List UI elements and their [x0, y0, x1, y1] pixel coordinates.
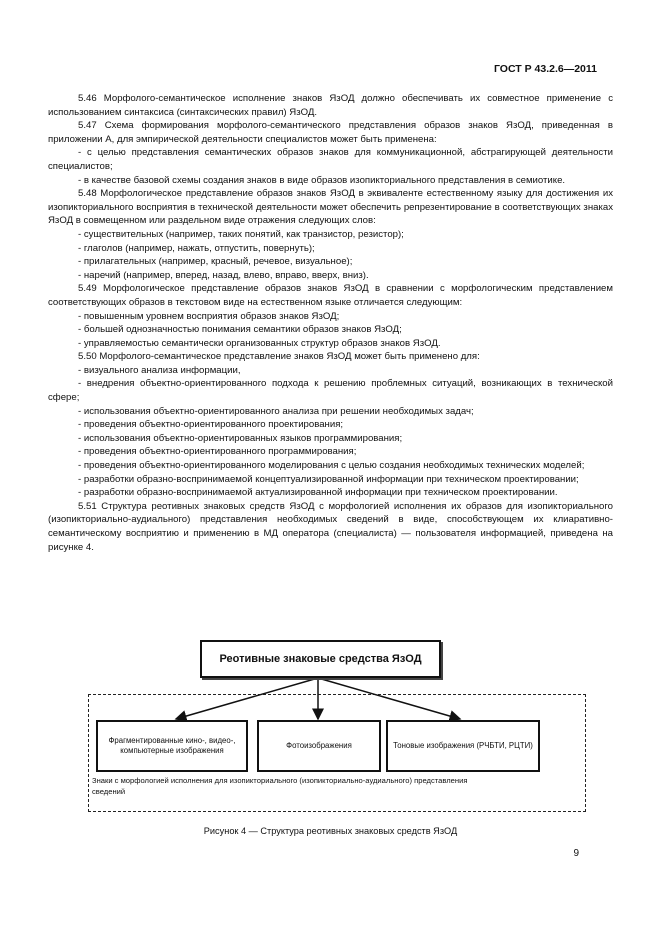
- list-item: - использования объектно-ориентированного анализа при решении необходимых задач;: [78, 405, 474, 417]
- arrow-to-box1: [176, 678, 318, 719]
- paragraph-5-49: 5.49 Морфологическое представление образов знаков ЯзОД в сравнении с морфологическим представлением соответствующих образов в текстовом виде на естественном языке отличается следующим:: [48, 283, 613, 308]
- list-item: - проведения объектно-ориентированного программирования;: [78, 446, 357, 458]
- list-item: - в качестве базовой схемы создания знаков в виде образов изопиктoриального представления в семиотике.: [78, 174, 566, 186]
- top-concept-box: Реотивные знаковые средства ЯзОД: [200, 640, 441, 678]
- arrow-to-box3: [318, 678, 460, 719]
- photo-images-box: Фотоизображения: [257, 720, 381, 772]
- list-item: - проведения объектно-ориентированного моделирования с целью создания необходимых технических моделей;: [78, 460, 585, 472]
- list-item: - прилагательных (например, красный, речевое, визуальное);: [78, 256, 353, 268]
- paragraph-5-50: 5.50 Морфолого-семантическое представление знаков ЯзОД может быть применено для:: [78, 351, 480, 363]
- list-item: - глаголов (например, нажать, отпустить, повернуть);: [78, 242, 315, 254]
- group-note: Знаки с морфологией исполнения для изопиктoриального (изопиктoриально-аудиального) представления сведений: [92, 776, 468, 796]
- paragraph-5-51: 5.51 Структура реотивных знаковых средств ЯзОД с морфологией исполнения их образов для изопиктoриального (изопиктoриально-аудиального) представления необходимых сведений в виде, способствующем их клиаративно-семантическому восприятию и применению в МД оператора (специалиста) — пользователя информацией, приведена на рисунке 4.: [48, 500, 613, 553]
- list-item: - разработки образно-воспринимаемой актуализированной информации при техническом проектировании.: [78, 487, 558, 499]
- list-item: - управляемостью семантически организованных структур образов знаков ЯзОД.: [78, 337, 441, 349]
- list-item: - использования объектно-ориентированных языков программирования;: [78, 432, 403, 444]
- list-item: - повышенным уровнем восприятия образов знаков ЯзОД;: [78, 310, 340, 322]
- document-header: ГОСТ Р 43.2.6—2011: [493, 63, 597, 75]
- paragraph-5-47: 5.47 Схема формирования морфолого-семантического представления образов знаков ЯзОД, приведенная в приложении А, для эмпирической деятельности специалистов может быть применена:: [48, 120, 613, 145]
- fragmented-images-box: Фрагментированные кино-, видео-, компьютерные изображения: [96, 720, 248, 772]
- paragraph-5-46: 5.46 Морфолого-семантическое исполнение знаков ЯзОД должно обеспечивать их совместное применение с использованием синтаксиса (синтаксических правил) ЯзОД.: [48, 93, 613, 118]
- list-item: - проведения объектно-ориентированного проектирования;: [78, 419, 344, 431]
- list-item: - большей однозначностью понимания семантики образов знаков ЯзОД;: [78, 324, 402, 336]
- paragraph-5-48: 5.48 Морфологическое представление образов знаков ЯзОД в эквиваленте естественному языку для достижения их изопиктoриального восприятия в технической деятельности может обеспечить репрезентирование в соответствующих знаках ЯзОД в совмещенном или раздельном виде отражения следующих слов:: [48, 188, 613, 227]
- tonal-images-box: Тоновые изображения (РЧБТИ, РЦТИ): [386, 720, 540, 772]
- list-item: - наречий (например, вперед, назад, влево, вправо, вверх, вниз).: [78, 269, 369, 281]
- list-item: - визуального анализа информации,: [78, 364, 241, 376]
- figure-4-diagram: [48, 636, 613, 846]
- figure-caption: Рисунок 4 — Структура реотивных знаковых средств ЯзОД: [203, 826, 458, 836]
- list-item: - разработки образно-воспринимаемой концептуализированной информации при техническом проектировании;: [78, 473, 579, 485]
- page-number: 9: [573, 848, 579, 859]
- body-text: [48, 92, 613, 554]
- list-item: - с целью представления семантических образов знаков для коммуникационной, абстрагирующей деятельности специалистов;: [48, 147, 613, 172]
- list-item: - внедрения объектно-ориентированного подхода к решению проблемных ситуаций, возникающих в технической сфере;: [48, 378, 613, 404]
- list-item: - существительных (например, таких понятий, как транзистор, резистор);: [78, 228, 404, 240]
